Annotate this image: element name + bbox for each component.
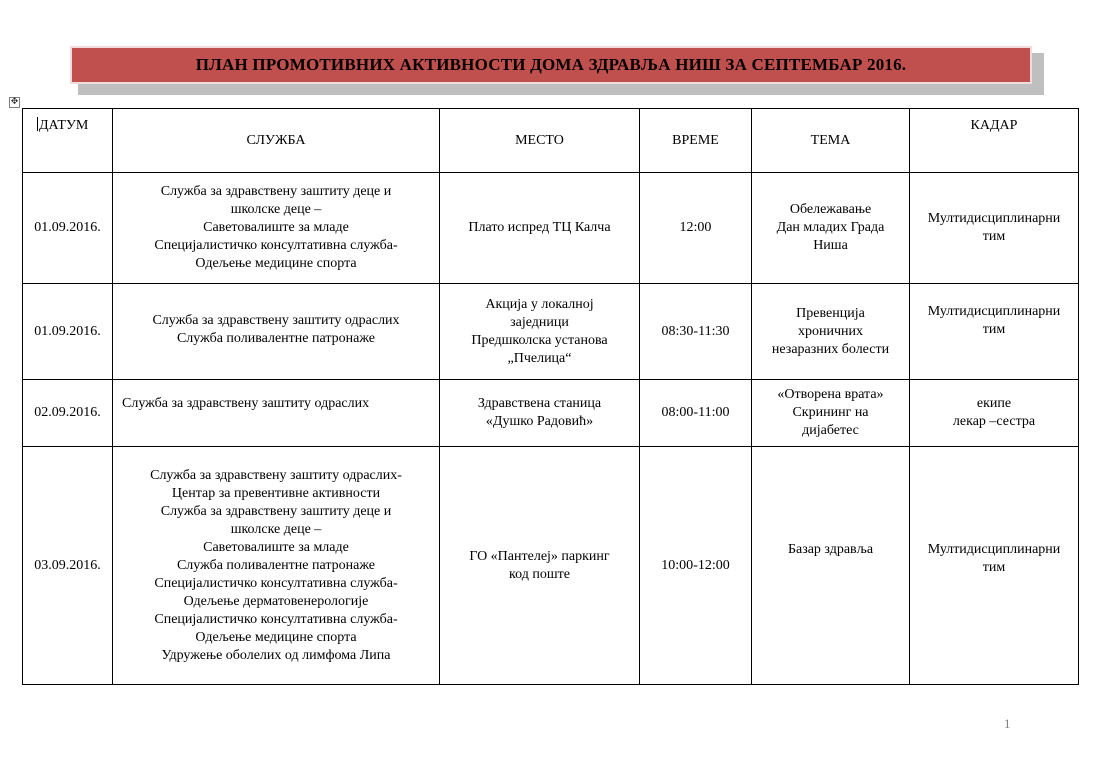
header-time[interactable]: ВРЕМЕ [640,109,752,173]
table-row [23,284,1079,380]
cell-staff[interactable]: екипе лекар –сестра [910,380,1079,447]
text-cursor [37,117,38,131]
table-row [23,173,1079,284]
cell-topic[interactable]: Базар здравља [752,447,910,685]
document-title [70,46,1032,84]
header-staff[interactable]: КАДАР [910,109,1079,173]
cell-service[interactable]: Служба за здравствену заштиту одраслих [113,380,440,447]
header-date[interactable]: ДАТУМ [23,109,113,173]
cell-date[interactable]: 01.09.2016. [23,173,113,284]
header-place[interactable]: МЕСТО [440,109,640,173]
cell-topic[interactable]: «Отворена врата» Скрининг на дијабетес [752,380,910,447]
table-row [23,447,1079,685]
cell-staff[interactable]: Мултидисциплинарни тим [910,173,1079,284]
activity-plan-table [22,108,1079,685]
cell-date[interactable]: 02.09.2016. [23,380,113,447]
cell-service[interactable]: Служба за здравствену заштиту одраслих- Центар за превентивне активности Служба за здравствену заштиту деце и школске деце – Саветовалиште за младе Служба поливалентне патронаже Специјалистичко консултативна служба- Одељење дерматовенерологије Специјалистичко консултативна служба- Одељење медицине спорта Удружење оболелих од лимфома Липа [113,447,440,685]
cell-staff[interactable]: Мултидисциплинарни тим [910,284,1079,380]
cell-service[interactable]: Служба за здравствену заштиту одраслих Служба поливалентне патронаже [113,284,440,380]
cell-service[interactable]: Служба за здравствену заштиту деце и школске деце – Саветовалиште за младе Специјалистичко консултативна служба- Одељење медицине спорта [113,173,440,284]
cell-place[interactable]: Плато испред ТЦ Калча [440,173,640,284]
cell-topic[interactable]: Превенција хроничних незаразних болести [752,284,910,380]
move-arrows-icon[interactable]: ✥ [10,97,19,107]
cell-time[interactable]: 12:00 [640,173,752,284]
cell-place[interactable]: ГО «Пантелеј» паркинг код поште [440,447,640,685]
table-header-row [23,109,1079,173]
cell-staff[interactable]: Мултидисциплинарни тим [910,447,1079,685]
cell-place[interactable]: Здравствена станица «Душко Радовић» [440,380,640,447]
document-title-text: ПЛАН ПРОМОТИВНИХ АКТИВНОСТИ ДОМА ЗДРАВЉА НИШ ЗА СЕПТЕМБАР 2016. [195,55,907,74]
header-service[interactable]: СЛУЖБА [113,109,440,173]
table-row [23,380,1079,447]
cell-date[interactable]: 01.09.2016. [23,284,113,380]
cell-time[interactable]: 08:30-11:30 [640,284,752,380]
header-topic[interactable]: ТЕМА [752,109,910,173]
cell-date[interactable]: 03.09.2016. [23,447,113,685]
cell-place[interactable]: Акција у локалној заједници Предшколска установа „Пчелица“ [440,284,640,380]
cell-time[interactable]: 08:00-11:00 [640,380,752,447]
cell-topic[interactable]: Обележавање Дан младих Града Ниша [752,173,910,284]
page-number: 1 [1004,716,1011,731]
cell-time[interactable]: 10:00-12:00 [640,447,752,685]
